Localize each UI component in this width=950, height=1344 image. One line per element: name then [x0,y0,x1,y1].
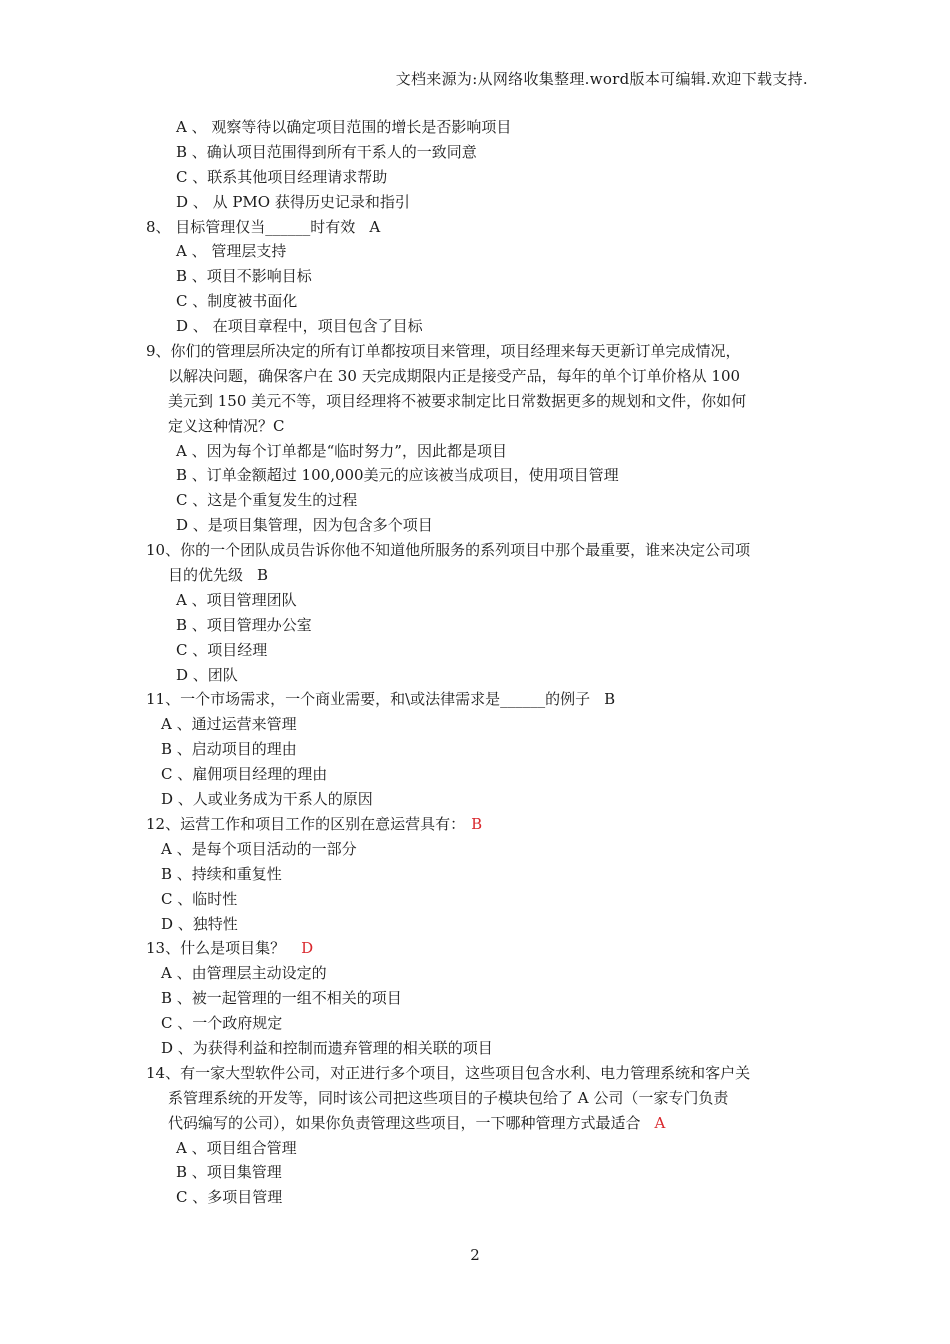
question-12 [0,812,950,837]
q10-option-d: D 、团队 [176,665,238,684]
question-10-line-1: 10、你的一个团队成员告诉你他不知道他所服务的系列项目中那个最重要，谁来决定公司项 [146,541,751,560]
question-14-line-3 [0,1111,950,1136]
q11-option-d: D 、人或业务成为干系人的原因 [161,790,373,809]
q8-option-a: A 、 管理层支持 [176,242,287,261]
question-8-text: 8、 目标管理仅当______时有效 [146,217,356,236]
question-8-answer: A [369,217,381,236]
question-9-line-1: 9、你们的管理层所决定的所有订单都按项目来管理，项目经理来每天更新订单完成情况， [146,342,741,361]
q14-option-c: C 、多项目管理 [176,1188,283,1207]
q13-option-b: B 、被一起管理的一组不相关的项目 [161,989,402,1008]
question-9-line-4: 定义这种情况？C [168,416,285,435]
question-13 [0,936,950,961]
question-14-line-3-text: 代码编写的公司），如果你负责管理这些项目，一下哪种管理方式最适合 [168,1113,641,1132]
question-10-line-2 [0,563,950,588]
q11-option-b: B 、启动项目的理由 [161,740,297,759]
question-10-line-2-text: 目的优先级 [168,566,244,585]
question-10-answer: B [257,566,269,585]
question-9-line-3: 美元到 150 美元不等，项目经理将不被要求制定比日常数据更多的规划和文件，你如何 [168,391,747,410]
q7-option-c: C 、联系其他项目经理请求帮助 [176,167,388,186]
q10-option-a: A 、项目管理团队 [176,590,297,609]
q13-option-a: A 、由管理层主动设定的 [161,964,327,983]
q14-option-b: B 、项目集管理 [176,1163,282,1182]
q12-option-d: D 、独特性 [161,914,238,933]
q7-option-a: A 、 观察等待以确定项目范围的增长是否影响项目 [176,118,512,136]
q13-option-c: C 、一个政府规定 [161,1014,283,1033]
q8-option-b: B 、项目不影响目标 [176,267,312,286]
q8-option-c: C 、制度被书面化 [176,292,298,311]
q9-option-c: C 、这是个重复发生的过程 [176,491,358,510]
q11-option-c: C 、雇佣项目经理的理由 [161,765,328,784]
q7-option-b: B 、确认项目范围得到所有干系人的一致同意 [176,142,477,161]
question-11 [0,687,950,712]
q12-option-b: B 、持续和重复性 [161,864,282,883]
question-13-answer: D [301,939,314,958]
document-body [0,115,950,1210]
question-8 [0,215,950,240]
q14-option-a: A 、项目组合管理 [176,1138,297,1157]
q8-option-d: D 、 在项目章程中，项目包含了目标 [176,317,423,336]
question-14-answer: A [654,1113,666,1132]
page-number: 2 [470,1246,480,1264]
question-12-text: 12、运营工作和项目工作的区别在意运营具有： [146,814,466,833]
q12-option-c: C 、临时性 [161,889,238,908]
question-9-line-2: 以解决问题，确保客户在 30 天完成期限内正是接受产品，每年的单个订单价格从 100 [168,366,741,385]
question-11-answer: B [604,690,616,709]
q13-option-d: D 、为获得利益和控制而遗弃管理的相关联的项目 [161,1038,493,1057]
q11-option-a: A 、通过运营来管理 [161,715,297,734]
q7-option-d: D 、 从 PMO 获得历史记录和指引 [176,192,410,211]
question-12-answer: B [471,814,483,833]
q10-option-b: B 、项目管理办公室 [176,615,312,634]
question-11-text: 11、一个市场需求，一个商业需要，和\或法律需求是______的例子 [146,690,591,709]
question-14-line-2: 系管理系统的开发等，同时该公司把这些项目的子模块包给了 A 公司（一家专门负责 [168,1088,729,1107]
q12-option-a: A 、是每个项目活动的一部分 [161,839,357,858]
page-header: 文档来源为:从网络收集整理.word版本可编辑.欢迎下载支持. [395,70,808,88]
q9-option-b: B 、订单金额超过 100,000美元的应该被当成项目，使用项目管理 [176,466,619,485]
q9-option-a: A 、因为每个订单都是“临时努力”，因此都是项目 [176,441,507,460]
q10-option-c: C 、项目经理 [176,640,268,659]
question-14-line-1: 14、有一家大型软件公司，对正进行多个项目，这些项目包含水利、电力管理系统和客户关 [146,1063,751,1082]
q9-option-d: D 、是项目集管理，因为包含多个项目 [176,516,433,535]
question-13-text: 13、什么是项目集？ [146,939,286,958]
